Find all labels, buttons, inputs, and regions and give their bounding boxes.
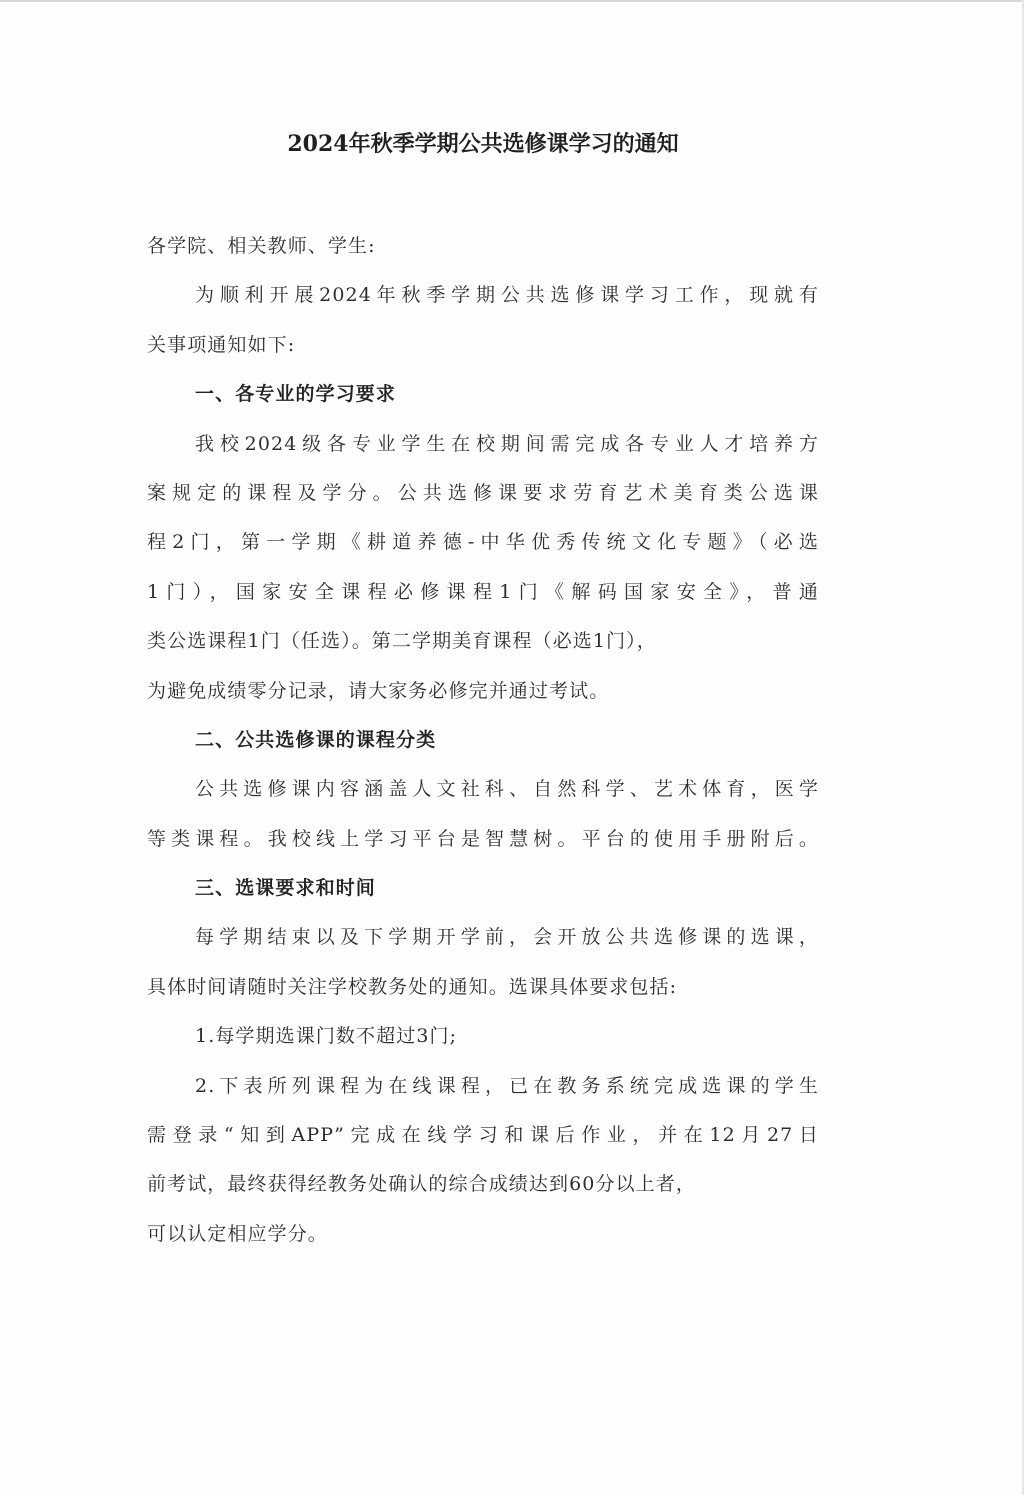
paragraph-line: 前考试，最终获得经教务处确认的综合成绩达到60分以上者， [147,1173,696,1196]
paragraph-line: 1门），国家安全课程必修课程1门《解码国家安全》，普通 [147,580,819,603]
scan-edge-top [0,0,1024,2]
document-title: 2024年秋季学期公共选修课学习的通知 [287,131,679,157]
paragraph-line: 等类课程。我校线上学习平台是智慧树。平台的使用手册附后。 [147,827,819,850]
paragraph-line: 关事项通知如下: [147,333,296,356]
list-item: 2.下表所列课程为在线课程，已在教务系统完成选课的学生 [195,1074,819,1097]
paragraph-line: 公共选修课内容涵盖人文社科、自然科学、艺术体育，医学 [195,778,819,801]
list-item: 1.每学期选课门数不超过3门; [195,1025,458,1048]
paragraph-line: 类公选课程1门（任选）。第二学期美育课程（必选1门）， [147,630,657,653]
paragraph-line: 具体时间请随时关注学校教务处的通知。选课具体要求包括: [147,975,678,998]
paragraph-line: 为顺利开展2024年秋季学期公共选修课学习工作，现就有 [195,284,819,307]
paragraph-line: 可以认定相应学分。 [147,1222,328,1245]
paragraph-line: 程2门，第一学期《耕道养德-中华优秀传统文化专题》（必选 [147,531,819,554]
section-heading: 一、各专业的学习要求 [195,383,397,406]
section-heading: 二、公共选修课的课程分类 [195,728,437,751]
paragraph-line: 为避免成绩零分记录，请大家务必修完并通过考试。 [147,679,610,702]
section-heading: 三、选课要求和时间 [195,877,376,900]
paragraph-line: 案规定的课程及学分。公共选修课要求劳育艺术美育类公选课 [147,481,819,504]
document-body [147,228,819,1265]
paragraph-line: 每学期结束以及下学期开学前，会开放公共选修课的选课， [195,926,819,949]
paragraph-line: 我校2024级各专业学生在校期间需完成各专业人才培养方 [195,432,819,455]
salutation: 各学院、相关教师、学生: [147,235,376,257]
paragraph-line: 需登录“知到APP”完成在线学习和课后作业，并在12月27日 [147,1124,819,1147]
